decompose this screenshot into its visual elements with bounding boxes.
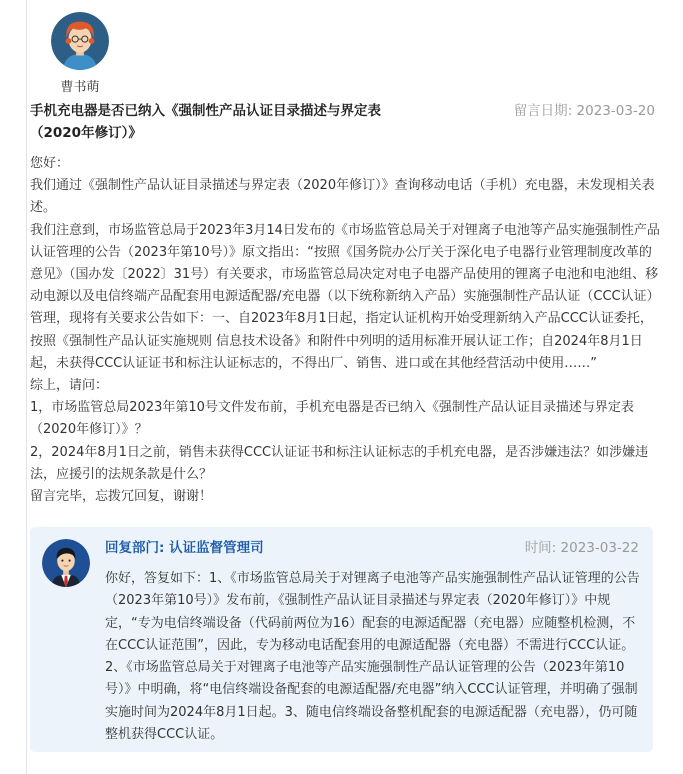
reply-text: 你好，答复如下：1、《市场监管总局关于对锂离子电池等产品实施强制性产品认证管理的公告（2023年第10号）》发布前，《强制性产品认证目录描述与界定表（2020年修订）》中规定，“专为电信终端设备（代码前两位为16）配套的电源适配器（充电器）应随整机检测，不在CCC认证范围”，因此，专为移动电话配套用的电源适配器（充电器）不需进行CCC认证。2、《市场监管总局关于对锂离子电池等产品实施强制性产品认证管理的公告（2023年第10号）》中明确，将“电信终端设备配套的电源适配器/充电器”纳入CCC认证管理，并明确了强制实施时间为2024年8月1日起。3、随电信终端设备整机配套的电源适配器（充电器），仍可随整机获得CCC认证。 — [105, 571, 640, 743]
question-paragraph: 您好： — [30, 156, 70, 171]
date-label: 留言日期 — [513, 103, 568, 119]
asker-block — [48, 12, 112, 95]
question-paragraph: 1，市场监管总局2023年第10号文件发布前，手机充电器是否已纳入《强制性产品认证目录描述与界定表（2020年修订）》？ — [30, 400, 634, 438]
question-body — [30, 153, 660, 508]
reply-time: 时间: 2023-03-22 — [524, 540, 639, 556]
left-strip — [0, 0, 18, 774]
question-header — [30, 100, 655, 144]
date-value: 2023-03-20 — [576, 103, 655, 119]
question-paragraph: 2，2024年8月1日之前，销售未获得CCC认证证书和标注认证标志的手机充电器，是否涉嫌违法？如涉嫌违法，应援引的法规条款是什么？ — [30, 444, 649, 482]
official-avatar-icon — [42, 539, 90, 587]
time-label: 时间 — [524, 540, 552, 556]
asker-avatar-icon — [51, 12, 109, 70]
reply-department: 回复部门: 认证监督管理司 — [105, 540, 264, 556]
question-title: 手机充电器是否已纳入《强制性产品认证目录描述与界定表（2020年修订）》 — [30, 103, 381, 141]
question-paragraph: 综上，请问： — [30, 378, 109, 394]
question-paragraph: 留言完毕，忘拨冗回复，谢谢！ — [30, 489, 213, 505]
question-paragraph: 我们通过《强制性产品认证目录描述与界定表（2020年修订）》查询移动电话（手机）充电器，未发现相关表述。 — [30, 178, 655, 216]
reply-card — [30, 527, 653, 752]
left-divider — [26, 0, 27, 774]
asker-name: 曹书萌 — [60, 80, 100, 95]
question-date: 留言日期: 2023-03-20 — [513, 103, 655, 119]
time-value: 2023-03-22 — [560, 540, 639, 556]
question-paragraph: 我们注意到，市场监管总局于2023年3月14日发布的《市场监管总局关于对锂离子电池等产品实施强制性产品认证管理的公告（2023年第10号）》原文指出：“按照《国务院办公厅关于深化电子电器行业管理制度改革的意见》（国办发〔2022〕31号）有关要求，市场监管总局决定对电子电器产品使用的锂离子电池和电池组、移动电源以及电信终端产品配套用电源适配器/充电器（以下统称新纳入产品）实施强制性产品认证（CCC认证）管理，现将有关要求公告如下：一、自2023年8月1日起，指定认证机构开始受理新纳入产品CCC认证委托，按照《强制性产品认证实施规则 信息技术设备》和附件中列明的适用标准开展认证工作；自2024年8月1日起，未获得CCC认证证书和标注认证标志的，不得出厂、销售、进口或在其他经营活动中使用……” — [30, 222, 660, 371]
